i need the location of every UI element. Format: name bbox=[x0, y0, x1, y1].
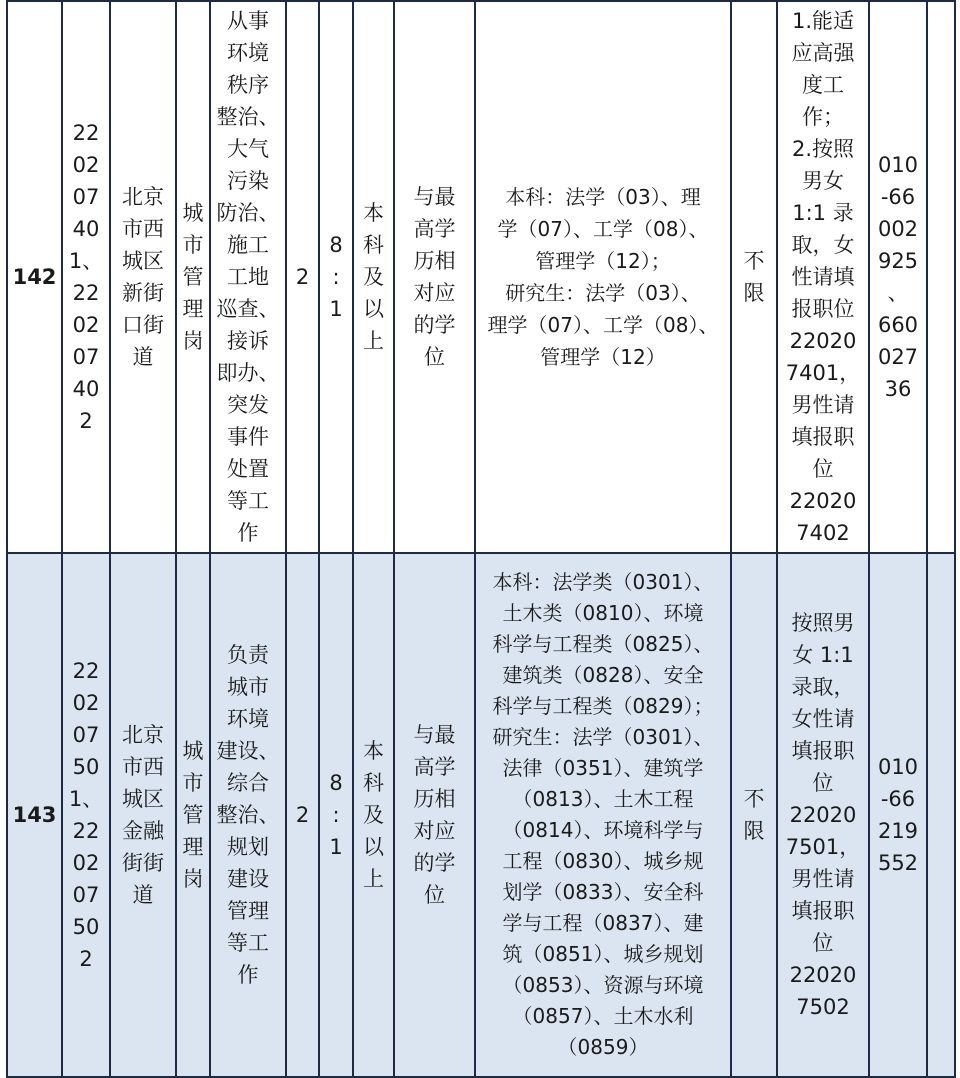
extra-cell bbox=[927, 1, 955, 553]
exam-ratio: 8 : 1 bbox=[329, 233, 343, 321]
position-code: 22 02 07 50 1、 22 02 07 50 2 bbox=[68, 659, 104, 971]
duties-cell bbox=[210, 553, 286, 1077]
politics-cell bbox=[731, 553, 777, 1077]
contact-phone: 010 -66 002 925 、 660 027 36 bbox=[877, 153, 919, 401]
major-requirement: 本科：法学（03）、理 学（07）、工学（08）、 管理学（12）； 研究生：法学（03）、 理学（07）、工学（08）、 管理学（12） bbox=[487, 185, 719, 369]
phone-cell bbox=[869, 553, 927, 1077]
education-cell bbox=[353, 553, 394, 1077]
position-name: 城 市 管 理 岗 bbox=[182, 201, 204, 353]
recruitment-table bbox=[6, 0, 956, 1078]
duties-cell bbox=[210, 1, 286, 553]
phone-cell bbox=[869, 1, 927, 553]
degree-requirement: 与最 高学 历相 对应 的学 位 bbox=[413, 185, 456, 369]
position-name-cell bbox=[176, 553, 210, 1077]
exam-ratio: 8 : 1 bbox=[329, 771, 343, 859]
ratio-cell bbox=[319, 1, 353, 553]
job-duties: 负责 城市 环境 建设、 综合 整治、 规划 建设 管理 等工 作 bbox=[216, 643, 280, 987]
table-row bbox=[7, 1, 955, 553]
education-cell bbox=[353, 1, 394, 553]
employer-unit: 北京 市西 城区 新街 口街 道 bbox=[122, 185, 164, 369]
contact-phone: 010 -66 219 552 bbox=[877, 755, 919, 875]
extra-cell bbox=[927, 553, 955, 1077]
major-cell bbox=[475, 1, 731, 553]
hiring-count: 2 bbox=[286, 1, 319, 553]
major-requirement: 本科：法学类（0301）、 土木类（0810）、环境 科学与工程类（0825）、 建筑类（0828）、安全 科学与工程类（0829）； 研究生：法学（0301）、 法律（0351）、建筑学 （0813）、土木工程 （0814）、环境科学与 工程（0830）、城乡规 划学（0833）、安全科 学与工程（0837）、建 筑（0851）、城乡规划 （0853）、资源与环境 （0857）、土木水利 （0859） bbox=[492, 570, 714, 1059]
remarks-cell bbox=[777, 553, 869, 1077]
position-name: 城 市 管 理 岗 bbox=[182, 739, 204, 891]
degree-cell bbox=[394, 1, 475, 553]
row-number: 143 bbox=[7, 553, 62, 1077]
ratio-cell bbox=[319, 553, 353, 1077]
degree-requirement: 与最 高学 历相 对应 的学 位 bbox=[413, 723, 456, 907]
political-status: 不 限 bbox=[743, 787, 765, 843]
position-code-cell bbox=[62, 553, 110, 1077]
employer-unit: 北京 市西 城区 金融 街街 道 bbox=[122, 723, 164, 907]
job-duties: 从事 环境 秩序 整治、 大气 污染 防治、 施工 工地 巡查、 接诉 即办、 突发 事件 处置 等工 作 bbox=[216, 9, 280, 545]
table-row bbox=[7, 553, 955, 1077]
hiring-count: 2 bbox=[286, 553, 319, 1077]
major-cell bbox=[475, 553, 731, 1077]
education-requirement: 本 科 及 以 上 bbox=[363, 739, 384, 891]
remarks: 按照男 女 1:1 录取， 女性请 填报职 位 22020 7501， 男性请 填报职 位 22020 7502 bbox=[785, 611, 861, 1019]
position-code-cell bbox=[62, 1, 110, 553]
education-requirement: 本 科 及 以 上 bbox=[363, 201, 384, 353]
remarks-cell bbox=[777, 1, 869, 553]
employer-cell bbox=[110, 553, 176, 1077]
remarks: 1.能适 应高强 度工 作； 2.按照 男女 1:1 录 取，女 性请填 报职位 22020 7401， 男性请 填报职 位 22020 7402 bbox=[785, 9, 861, 545]
position-name-cell bbox=[176, 1, 210, 553]
employer-cell bbox=[110, 1, 176, 553]
political-status: 不 限 bbox=[743, 249, 765, 305]
position-code: 22 02 07 40 1、 22 02 07 40 2 bbox=[68, 121, 104, 433]
degree-cell bbox=[394, 553, 475, 1077]
row-number: 142 bbox=[7, 1, 62, 553]
politics-cell bbox=[731, 1, 777, 553]
